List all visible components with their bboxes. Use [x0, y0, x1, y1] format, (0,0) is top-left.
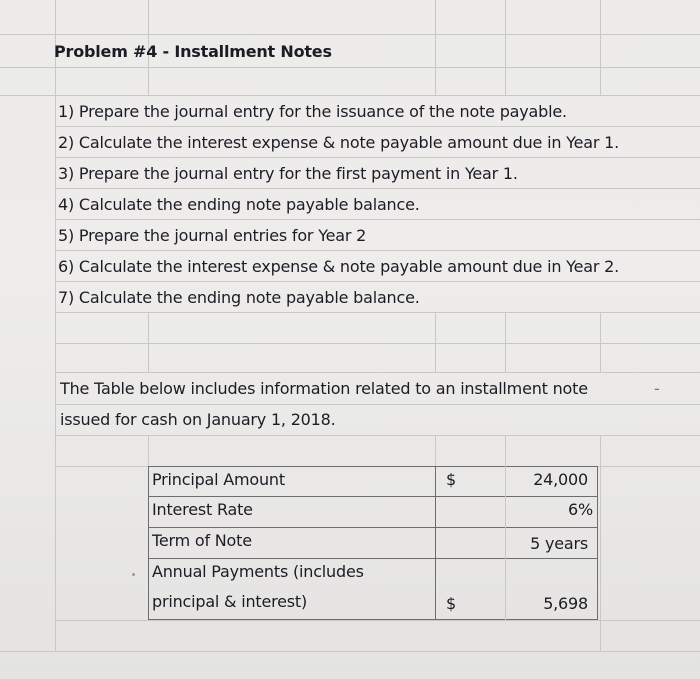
grid-line	[505, 0, 506, 95]
instruction-1: 1) Prepare the journal entry for the issuance of the note payable.	[58, 102, 567, 121]
grid-line	[600, 0, 601, 95]
grid-line	[0, 34, 700, 35]
grid-line	[55, 219, 700, 220]
table-row-divider	[148, 558, 598, 559]
intro-line-1: The Table below includes information related to an installment note	[60, 379, 588, 398]
table-row-divider	[148, 496, 598, 497]
grid-line	[0, 95, 700, 96]
grid-line	[55, 404, 700, 405]
grid-line	[55, 281, 700, 282]
grid-line	[55, 126, 700, 127]
table-col-divider	[435, 466, 436, 620]
problem-title: Problem #4 - Installment Notes	[54, 42, 332, 61]
grid-line	[55, 250, 700, 251]
table-row-term-label: Term of Note	[152, 531, 252, 550]
table-row-payment-value: 5,698	[543, 594, 588, 613]
grid-line	[435, 435, 436, 466]
grid-line	[435, 312, 436, 372]
table-row-rate-value: 6%	[568, 500, 593, 519]
intro-dash: -	[654, 379, 660, 398]
table-row-payment-label-1: Annual Payments (includes	[152, 562, 364, 581]
grid-line	[55, 157, 700, 158]
row-marker-dot	[132, 573, 135, 576]
table-row-rate-label: Interest Rate	[152, 500, 253, 519]
grid-line	[600, 312, 601, 372]
grid-line	[55, 343, 700, 344]
intro-line-2: issued for cash on January 1, 2018.	[60, 410, 336, 429]
grid-line	[55, 435, 700, 436]
table-row-payment-label-2: principal & interest)	[152, 592, 308, 611]
instruction-2: 2) Calculate the interest expense & note payable amount due in Year 1.	[58, 133, 619, 152]
instruction-5: 5) Prepare the journal entries for Year 2	[58, 226, 367, 245]
grid-line	[505, 435, 506, 466]
grid-line	[55, 188, 700, 189]
grid-line	[55, 0, 56, 651]
instruction-4: 4) Calculate the ending note payable balance.	[58, 195, 420, 214]
grid-line	[148, 435, 149, 466]
table-row-principal-currency: $	[446, 470, 456, 489]
grid-line	[55, 372, 700, 373]
grid-line	[600, 435, 601, 651]
table-row-principal-label: Principal Amount	[152, 470, 285, 489]
instruction-6: 6) Calculate the interest expense & note payable amount due in Year 2.	[58, 257, 619, 276]
grid-line	[435, 0, 436, 95]
grid-line	[148, 312, 149, 372]
table-row-principal-value: 24,000	[533, 470, 588, 489]
grid-line	[55, 620, 700, 621]
table-row-term-value: 5 years	[530, 534, 588, 553]
grid-line	[505, 312, 506, 372]
grid-line	[0, 651, 700, 652]
grid-line	[0, 67, 700, 68]
grid-line	[55, 312, 700, 313]
table-row-payment-currency: $	[446, 594, 456, 613]
table-row-divider	[148, 527, 598, 528]
instruction-7: 7) Calculate the ending note payable balance.	[58, 288, 420, 307]
instruction-3: 3) Prepare the journal entry for the first payment in Year 1.	[58, 164, 518, 183]
